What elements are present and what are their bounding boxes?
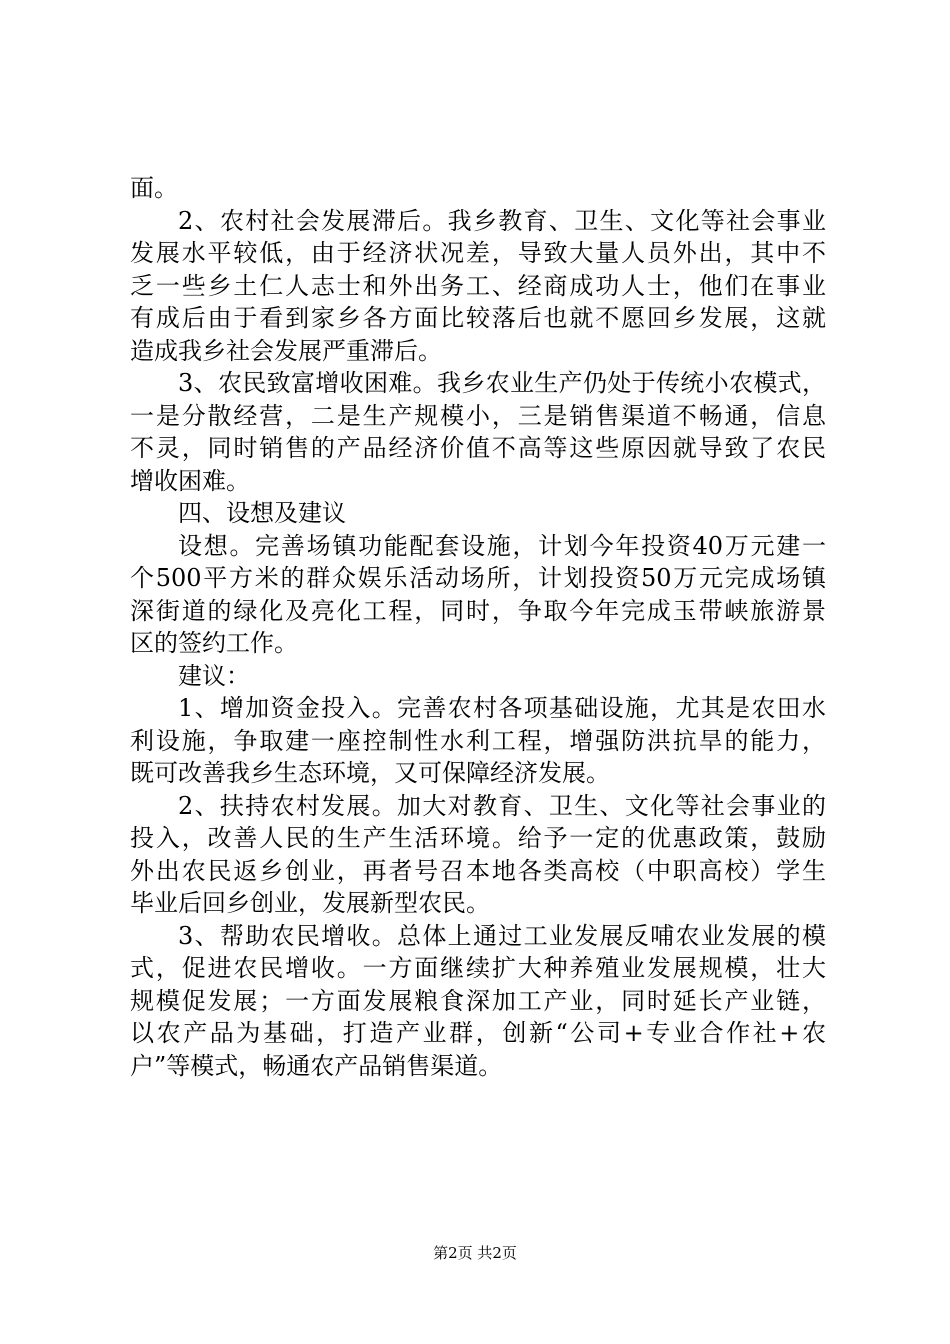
text-line: 不灵，同时销售的产品经济价值不高等这些原因就导致了农民 [130, 434, 826, 462]
text-line: 四、设想及建议 [178, 499, 346, 527]
text-line: 2、农村社会发展滞后。我乡教育、卫生、文化等社会事业 [178, 206, 826, 235]
text-line: 户”等模式，畅通农产品销售渠道。 [130, 1051, 503, 1080]
text-line: 一是分散经营，二是生产规模小，三是销售渠道不畅通，信息 [130, 401, 826, 430]
text-line: 2、扶持农村发展。加大对教育、卫生、文化等社会事业的 [178, 791, 826, 820]
text-line: 设想。完善场镇功能配套设施，计划今年投资40万元建一 [178, 531, 826, 560]
text-line: 造成我乡社会发展严重滞后。 [130, 336, 442, 365]
text-line: 建议： [178, 661, 250, 690]
text-line: 深街道的绿化及亮化工程，同时，争取今年完成玉带峡旅游景 [130, 596, 826, 625]
text-line: 毕业后回乡创业，发展新型农民。 [130, 889, 490, 917]
text-line: 以农产品为基础，打造产业群，创新“公司+专业合作社+农 [130, 1019, 826, 1047]
text-line: 3、帮助农民增收。总体上通过工业发展反哺农业发展的模 [178, 921, 826, 950]
page-footer [0, 1243, 950, 1263]
text-line: 投入，改善人民的生产生活环境。给予一定的优惠政策，鼓励 [130, 824, 826, 852]
text-line: 发展水平较低，由于经济状况差，导致大量人员外出，其中不 [130, 239, 826, 267]
document-body [130, 172, 826, 1082]
text-line: 利设施，争取建一座控制性水利工程，增强防洪抗旱的能力， [130, 726, 826, 755]
text-line: 区的签约工作。 [130, 629, 298, 657]
text-line: 3、农民致富增收困难。我乡农业生产仍处于传统小农模式， [178, 369, 826, 397]
text-line: 既可改善我乡生态环境，又可保障经济发展。 [130, 759, 610, 787]
text-line: 面。 [130, 174, 178, 202]
page-number: 第2页 共2页 [433, 1244, 517, 1262]
text-line: 个500平方米的群众娱乐活动场所，计划投资50万元完成场镇 [130, 564, 826, 592]
text-line: 增收困难。 [130, 466, 250, 495]
text-line: 乏一些乡土仁人志士和外出务工、经商成功人士，他们在事业 [130, 271, 826, 300]
text-line: 有成后由于看到家乡各方面比较落后也就不愿回乡发展，这就 [130, 304, 826, 332]
text-line: 1、增加资金投入。完善农村各项基础设施，尤其是农田水 [178, 694, 826, 722]
text-line: 式，促进农民增收。一方面继续扩大种养殖业发展规模，壮大 [130, 954, 826, 982]
text-line: 规模促发展；一方面发展粮食深加工产业，同时延长产业链， [130, 986, 826, 1015]
text-line: 外出农民返乡创业，再者号召本地各类高校（中职高校）学生 [130, 856, 826, 885]
